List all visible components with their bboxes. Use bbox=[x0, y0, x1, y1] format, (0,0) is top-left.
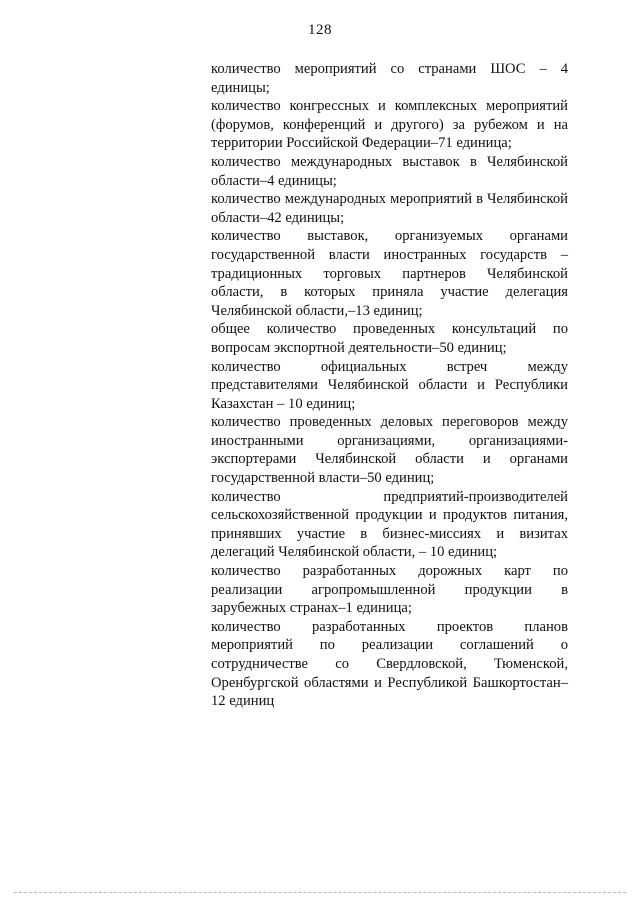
list-item: количество разработанных дорожных карт по реализации агропромышленной продукции в зарубежных странах–1 единица; bbox=[211, 563, 568, 617]
page-number: 128 bbox=[308, 22, 332, 38]
list-item: количество конгрессных и комплексных мероприятий (форумов, конференций и другого) за рубежом и на территории Российской Федерации–71 единица; bbox=[211, 98, 568, 152]
scan-edge-divider bbox=[14, 892, 626, 893]
list-item: количество официальных встреч между представителями Челябинской области и Республики Казахстан – 10 единиц; bbox=[211, 358, 568, 412]
document-body bbox=[211, 60, 568, 711]
list-item: количество международных выставок в Челябинской области–4 единицы; bbox=[211, 153, 568, 189]
list-item: количество международных мероприятий в Челябинской области–42 единицы; bbox=[211, 191, 568, 226]
list-item: количество мероприятий со странами ШОС – 4 единицы; bbox=[211, 61, 568, 96]
list-item: количество разработанных проектов планов мероприятий по реализации соглашений о сотрудничестве со Свердловской, Тюменской, Оренбургской областями и Республикой Башкортостан–12 единиц bbox=[211, 618, 568, 710]
list-item: общее количество проведенных консультаций по вопросам экспортной деятельности–50 единиц; bbox=[211, 321, 568, 356]
list-item: количество предприятий-производителей сельскохозяйственной продукции и продуктов питания, принявших участие в бизнес-миссиях и визитах делегаций Челябинской области, – 10 единиц; bbox=[211, 488, 568, 561]
list-item: количество проведенных деловых переговоров между иностранными организациями, организациями-экспортерами Челябинской области и органами государственной власти–50 единиц; bbox=[211, 414, 568, 487]
list-item: количество выставок, организуемых органами государственной власти иностранных государств – традиционных торговых партнеров Челябинской области, в которых приняла участие делегация Челябинской области,–13 единиц; bbox=[211, 228, 568, 319]
